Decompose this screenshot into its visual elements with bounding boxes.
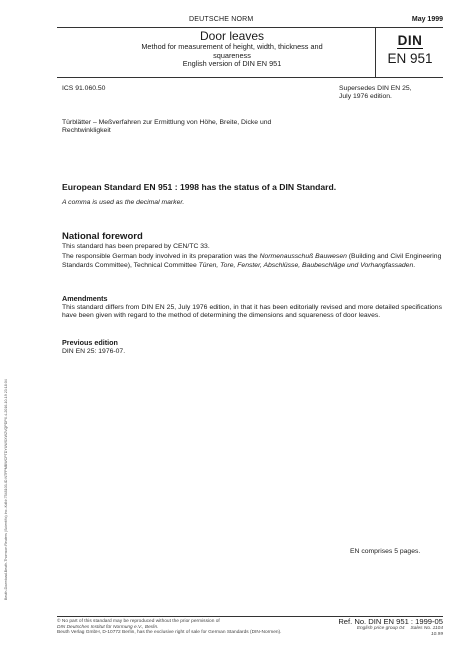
document-type: DEUTSCHE NORM xyxy=(189,16,254,23)
german-title xyxy=(62,119,342,136)
foreword-text: . xyxy=(413,261,416,269)
decimal-marker-note: A comma is used as the decimal marker. xyxy=(62,199,185,206)
supersedes-note xyxy=(339,85,443,102)
divider xyxy=(57,27,443,28)
divider xyxy=(57,77,443,78)
title-block xyxy=(97,30,367,69)
document-title: Door leaves xyxy=(199,29,265,43)
foreword-text: (Building and Civil Engineering Standards Committee), Technical Committee xyxy=(62,253,442,269)
header-bar xyxy=(57,15,443,27)
subtitle-line: English version of DIN EN 951 xyxy=(182,59,282,69)
reference-block xyxy=(323,618,443,638)
technical-committee-name: Türen, Tore, Fenster, Abschlüsse, Baubeschläge und Vorhangfassaden xyxy=(198,261,414,269)
document-page xyxy=(57,15,443,645)
subtitle-line: Method for measurement of height, width, thickness and xyxy=(141,42,323,51)
status-statement: European Standard EN 951 : 1998 has the status of a DIN Standard. xyxy=(62,182,337,192)
subtitle-line: squareness xyxy=(213,50,251,60)
amendments-heading: Amendments xyxy=(62,294,108,303)
national-foreword-heading: National foreword xyxy=(62,231,143,242)
copyright-line: © No part of this standard may be reproduced without the prior permission of xyxy=(57,619,220,624)
supersedes-line: Supersedes DIN EN 25, xyxy=(339,85,412,92)
price-group: English price group 04 xyxy=(356,626,405,632)
amendments-body: This standard differs from DIN EN 25, July 1976 edition, in that it has been editorially revised and more detailed specifications have been given with regard to the method of determining the dimensions and squareness of door leaves. xyxy=(62,304,442,320)
german-title-line: Türblätter – Meßverfahren zur Ermittlung von Höhe, Breite, Dicke und xyxy=(62,119,272,126)
publication-date: May 1999 xyxy=(411,16,443,23)
page-count-note: EN comprises 5 pages. xyxy=(350,548,421,555)
ics-code: ICS 91.060.50 xyxy=(62,85,106,92)
divider xyxy=(375,27,376,77)
edition-code: 10.99 xyxy=(430,632,443,637)
copyright-line: Beuth Verlag GmbH, D-10772 Berlin, has the exclusive right of sale for German Standards (DIN-Normen). xyxy=(57,630,282,636)
side-margin-text: Beuth-Download-Beuth-Thomson Reuters (Scientific) Inc.-KdNr.7548103-ID.NTFPMBWCPTDYUWSXWZVQPDPX.4-2016-10-19 23:18:04 xyxy=(4,379,8,600)
german-title-line: Rechtwinkligkeit xyxy=(62,127,111,135)
din-block xyxy=(377,32,443,68)
din-logo: DIN xyxy=(397,33,423,48)
national-foreword-body xyxy=(62,243,442,272)
copyright-notice xyxy=(57,619,327,636)
previous-edition-body: DIN EN 25: 1976-07. xyxy=(62,348,126,355)
reference-number: Ref. No. DIN EN 951 : 1999-05 xyxy=(338,617,443,626)
foreword-text: The responsible German body involved in its preparation was the xyxy=(62,253,260,261)
foreword-paragraph: This standard has been prepared by CEN/TC 33. xyxy=(62,243,210,250)
previous-edition-heading: Previous edition xyxy=(62,338,118,347)
standard-number: EN 951 xyxy=(387,51,433,66)
copyright-line: DIN Deutsches Institut für Normung e.V., Berlin. xyxy=(57,624,159,630)
foreword-paragraph xyxy=(62,253,442,270)
sales-number: Sales No. 1104 xyxy=(410,626,443,632)
supersedes-line: July 1976 edition. xyxy=(339,93,392,101)
committee-name: Normenausschuß Bauwesen xyxy=(259,253,347,261)
